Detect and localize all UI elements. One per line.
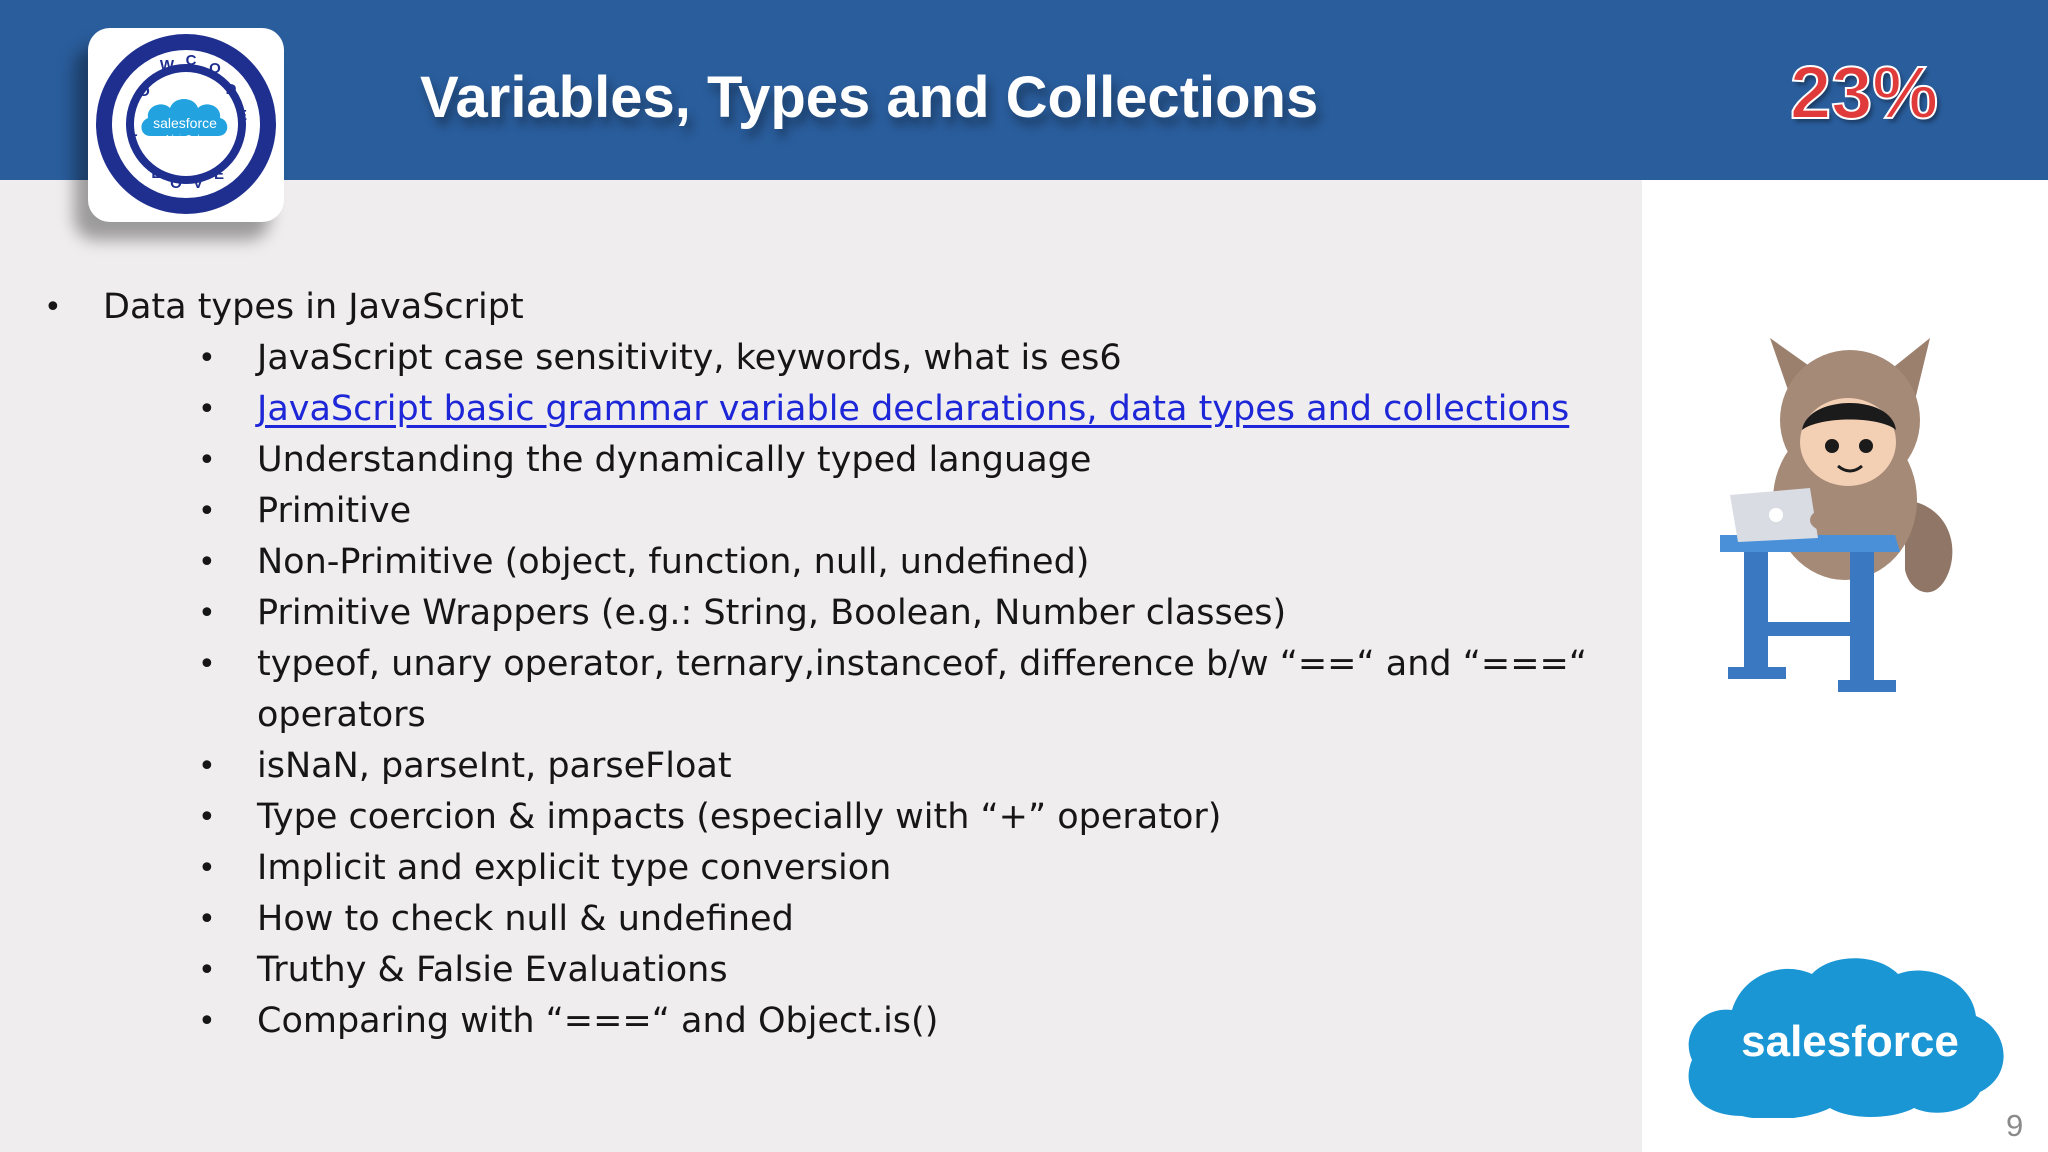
svg-text:V: V: [192, 175, 204, 192]
svg-text:W: W: [159, 57, 175, 74]
list-item-text: Understanding the dynamically typed language: [257, 440, 1092, 480]
bullet-dot: •: [198, 851, 216, 886]
list-item-text: typeof, unary operator, ternary,instanceof, difference b/w “==“ and “===“: [257, 644, 1587, 684]
list-item-text: Primitive: [257, 491, 412, 531]
lowcode-love-logo: [88, 28, 284, 222]
svg-text:D: D: [225, 81, 237, 98]
list-item-text: Type coercion & impacts (especially with “+” operator): [257, 797, 1222, 837]
svg-text:salesforce: salesforce: [153, 115, 217, 131]
bullet-dot: •: [44, 290, 62, 325]
page-number: 9: [2006, 1108, 2024, 1143]
svg-text:Admin Techy: Admin Techy: [165, 135, 205, 142]
list-item-text: operators: [257, 695, 426, 735]
svg-text:E: E: [236, 107, 248, 124]
slide-title: Variables, Types and Collections: [420, 65, 1319, 130]
svg-text:L: L: [151, 165, 161, 182]
list-item-text: Non-Primitive (object, function, null, undefined): [257, 542, 1090, 582]
bullet-dot: •: [198, 800, 216, 835]
astro-mascot-image: [1700, 330, 1990, 710]
list-item-text: Truthy & Falsie Evaluations: [257, 950, 728, 990]
svg-text:E: E: [213, 166, 225, 183]
bullet-dot: •: [198, 392, 216, 427]
list-item-text: How to check null & undefined: [257, 899, 794, 939]
list-item-text: Implicit and explicit type conversion: [257, 848, 892, 888]
bullet-dot: •: [198, 494, 216, 529]
list-item-text: JavaScript case sensitivity, keywords, what is es6: [257, 338, 1122, 378]
list-item-text: Comparing with “===“ and Object.is(): [257, 1001, 939, 1041]
svg-text:O: O: [170, 175, 182, 192]
svg-text:O: O: [138, 83, 150, 100]
svg-text:O: O: [209, 60, 221, 77]
salesforce-logo: [1680, 948, 2008, 1118]
grammar-link[interactable]: JavaScript basic grammar variable declarations, data types and collections: [257, 389, 1570, 429]
main-bullet-text: Data types in JavaScript: [103, 287, 524, 327]
bullet-dot: •: [198, 902, 216, 937]
bullet-dot: •: [198, 545, 216, 580]
list-item-text: isNaN, parseInt, parseFloat: [257, 746, 732, 786]
bullet-dot: •: [198, 341, 216, 376]
bullet-dot: •: [198, 953, 216, 988]
bullet-dot: •: [198, 647, 216, 682]
svg-text:L: L: [128, 123, 138, 140]
list-item-text: Primitive Wrappers (e.g.: String, Boolean, Number classes): [257, 593, 1287, 633]
salesforce-logo-label: salesforce: [1741, 1017, 1959, 1066]
svg-text:C: C: [185, 52, 197, 69]
progress-percent: 23%: [1790, 51, 1939, 134]
bullet-dot: •: [198, 749, 216, 784]
bullet-dot: •: [198, 596, 216, 631]
bullet-dot: •: [198, 1004, 216, 1039]
bullet-dot: •: [198, 443, 216, 478]
